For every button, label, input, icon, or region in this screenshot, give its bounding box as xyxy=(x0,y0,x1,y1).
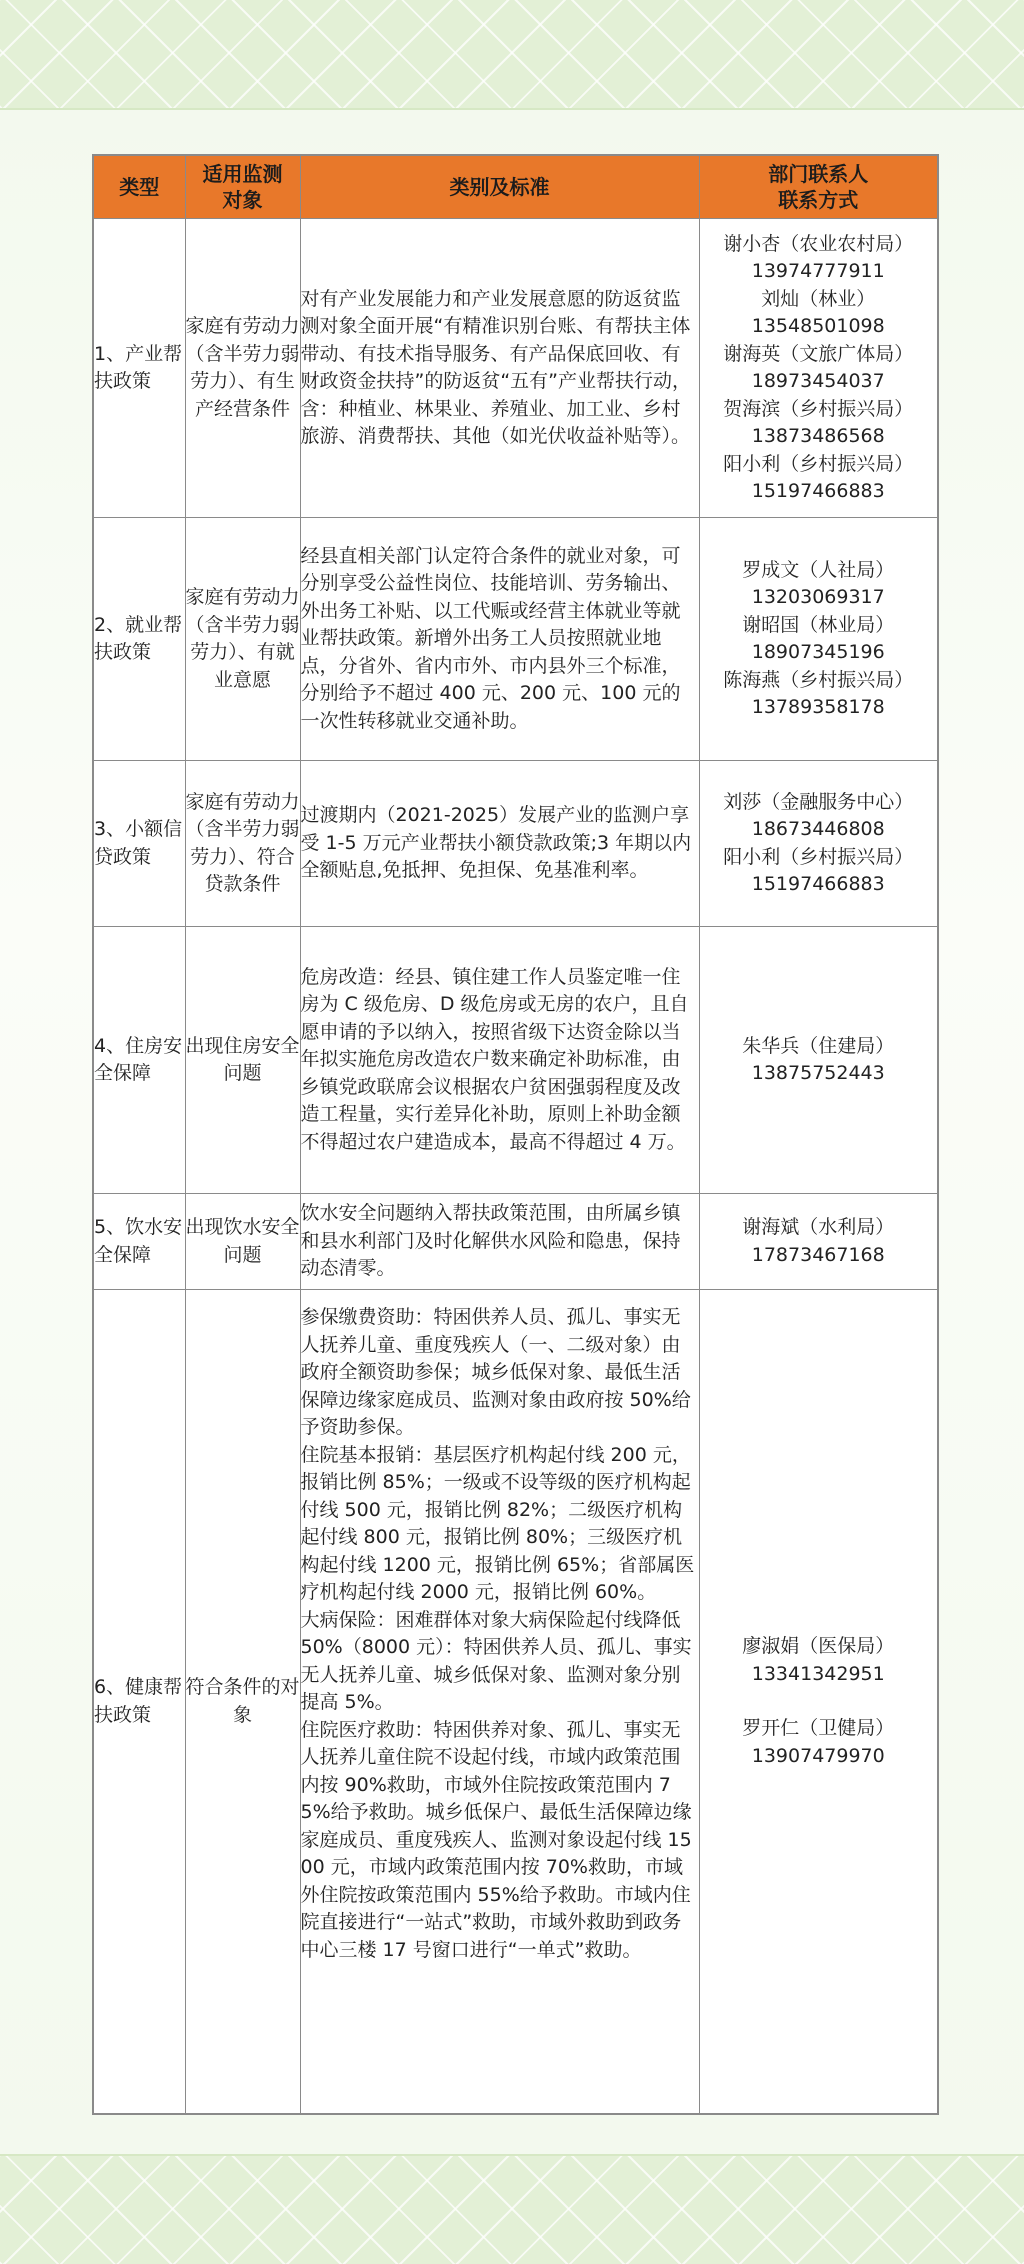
row-type: 4、住房安全保障 xyxy=(93,927,185,1194)
row-standard: 过渡期内（2021-2025）发展产业的监测户享受 1-5 万元产业帮扶小额贷款政策;3 年期以内全额贴息,免抵押、免担保、免基准利率。 xyxy=(300,761,699,927)
row-standard: 饮水安全问题纳入帮扶政策范围，由所属乡镇和县水利部门及时化解供水风险和隐患，保持动态清零。 xyxy=(300,1194,699,1290)
policy-table xyxy=(92,154,939,2115)
contact-name: 刘莎（金融服务中心） xyxy=(723,790,914,813)
contact-name: 阳小利（乡村振兴局） xyxy=(723,845,914,868)
contact-phone: 13203069317 xyxy=(751,586,885,608)
row-target: 家庭有劳动力（含半劳力弱劳力）、有生产经营条件 xyxy=(185,219,300,518)
row-contacts xyxy=(699,1194,938,1290)
row-type: 1、产业帮扶政策 xyxy=(93,219,185,518)
row-contacts xyxy=(699,1290,938,2115)
contact-name: 谢小杏（农业农村局） xyxy=(723,232,914,255)
contact-name: 朱华兵（住建局） xyxy=(742,1034,895,1057)
row-type: 6、健康帮扶政策 xyxy=(93,1290,185,2115)
row-target: 符合条件的对象 xyxy=(185,1290,300,2115)
contact-name: 谢海英（文旅广体局） xyxy=(723,342,914,365)
contact-name: 贺海滨（乡村振兴局） xyxy=(723,397,914,420)
contact-phone: 13907479970 xyxy=(751,1744,885,1767)
contact-phone: 18907345196 xyxy=(751,641,885,663)
contact-name: 陈海燕（乡村振兴局） xyxy=(723,668,914,691)
table-row xyxy=(93,1194,938,1290)
contact-phone: 17873467168 xyxy=(751,1243,885,1266)
standard-paragraph: 参保缴费资助：特困供养人员、孤儿、事实无人抚养儿童、重度残疾人（一、二级对象）由政府全额资助参保；城乡低保对象、最低生活保障边缘家庭成员、监测对象由政府按 50%给予资助参保。 xyxy=(300,1306,691,1438)
header-standard: 类别及标准 xyxy=(300,155,699,219)
row-contacts xyxy=(699,761,938,927)
contact-name: 罗开仁（卫健局） xyxy=(742,1717,895,1739)
contact-name: 廖淑娟（医保局） xyxy=(742,1635,895,1657)
row-contacts xyxy=(699,219,938,518)
row-standard xyxy=(300,1290,699,2115)
row-contacts xyxy=(699,518,938,761)
contact-phone: 13875752443 xyxy=(751,1062,885,1084)
contact-name: 谢海斌（水利局） xyxy=(742,1216,895,1238)
header-contact xyxy=(699,155,938,219)
header-contact-line2: 联系方式 xyxy=(778,188,859,212)
contact-phone: 15197466883 xyxy=(751,480,885,502)
standard-paragraph: 住院医疗救助：特困供养对象、孤儿、事实无人抚养儿童住院不设起付线，市域内政策范围内按 90%救助，市域外住院按政策范围内 75%给予救助。城乡低保户、最低生活保障边缘家庭成员、重度残疾人、监测对象设起付线 1500 元，市域内政策范围内按 70%救助，市域外住院按政策范围内 55%给予救助。市域内住院直接进行“一站式”救助，市域外救助到政务中心三楼 17 号窗口进行“一单式”救助。 xyxy=(300,1718,692,1961)
contact-name: 罗成文（人社局） xyxy=(742,558,895,581)
contact-phone: 18973454037 xyxy=(751,370,885,392)
contact-phone: 13873486568 xyxy=(751,425,885,447)
table-row xyxy=(93,1290,938,2115)
row-standard: 危房改造：经县、镇住建工作人员鉴定唯一住房为 C 级危房、D 级危房或无房的农户，且自愿申请的予以纳入，按照省级下达资金除以当年拟实施危房改造农户数来确定补助标准，由乡镇党政联席会议根据农户贫困强弱程度及改造工程量，实行差异化补助，原则上补助金额不得超过农户建造成本，最高不得超过 4 万。 xyxy=(300,927,699,1194)
contact-phone: 15197466883 xyxy=(751,873,885,895)
contact-phone: 18673446808 xyxy=(751,818,885,840)
row-target: 出现饮水安全问题 xyxy=(185,1194,300,1290)
contact-phone: 13341342951 xyxy=(751,1662,885,1685)
contact-name: 阳小利（乡村振兴局） xyxy=(723,452,914,475)
contact-phone: 13974777911 xyxy=(751,260,885,282)
bottom-decorative-band xyxy=(0,2154,1024,2264)
table-header-row xyxy=(93,155,938,219)
contact-spacer xyxy=(700,1688,938,1715)
table-row xyxy=(93,219,938,518)
row-target: 家庭有劳动力（含半劳力弱劳力）、符合贷款条件 xyxy=(185,761,300,927)
table-row xyxy=(93,761,938,927)
contact-name: 刘灿（林业） xyxy=(761,287,876,310)
row-contacts xyxy=(699,927,938,1194)
row-target: 家庭有劳动力（含半劳力弱劳力）、有就业意愿 xyxy=(185,518,300,761)
standard-paragraph: 住院基本报销：基层医疗机构起付线 200 元，报销比例 85%；一级或不设等级的医疗机构起付线 500 元，报销比例 82%；二级医疗机构起付线 800 元，报销比例 80%；三级医疗机构起付线 1200 元，报销比例 65%；省部属医疗机构起付线 2000 元，报销比例 60%。 xyxy=(300,1443,695,1603)
contact-phone: 13548501098 xyxy=(751,315,885,337)
row-type: 5、饮水安全保障 xyxy=(93,1194,185,1290)
table-row xyxy=(93,927,938,1194)
contact-phone: 13789358178 xyxy=(751,696,885,718)
contact-name: 谢昭国（林业局） xyxy=(742,613,895,636)
header-target: 适用监测对象 xyxy=(185,155,300,219)
row-standard: 经县直相关部门认定符合条件的就业对象，可分别享受公益性岗位、技能培训、劳务输出、外出务工补贴、以工代赈或经营主体就业等就业帮扶政策。新增外出务工人员按照就业地点，分省外、省内市外、市内县外三个标准，分别给予不超过 400 元、200 元、100 元的一次性转移就业交通补助。 xyxy=(300,518,699,761)
table-row xyxy=(93,518,938,761)
header-type: 类型 xyxy=(93,155,185,219)
top-decorative-band xyxy=(0,0,1024,110)
row-standard: 对有产业发展能力和产业发展意愿的防返贫监测对象全面开展“有精准识别台账、有帮扶主体带动、有技术指导服务、有产品保底回收、有财政资金扶持”的防返贫“五有”产业帮扶行动，含：种植业、林果业、养殖业、加工业、乡村旅游、消费帮扶、其他（如光伏收益补贴等）。 xyxy=(300,219,699,518)
row-target: 出现住房安全问题 xyxy=(185,927,300,1194)
row-type: 2、就业帮扶政策 xyxy=(93,518,185,761)
row-type: 3、小额信贷政策 xyxy=(93,761,185,927)
header-contact-line1: 部门联系人 xyxy=(768,162,869,186)
standard-paragraph: 大病保险：困难群体对象大病保险起付线降低 50%（8000 元）：特困供养人员、孤儿、事实无人抚养儿童、城乡低保对象、监测对象分别提高 5%。 xyxy=(300,1608,692,1713)
